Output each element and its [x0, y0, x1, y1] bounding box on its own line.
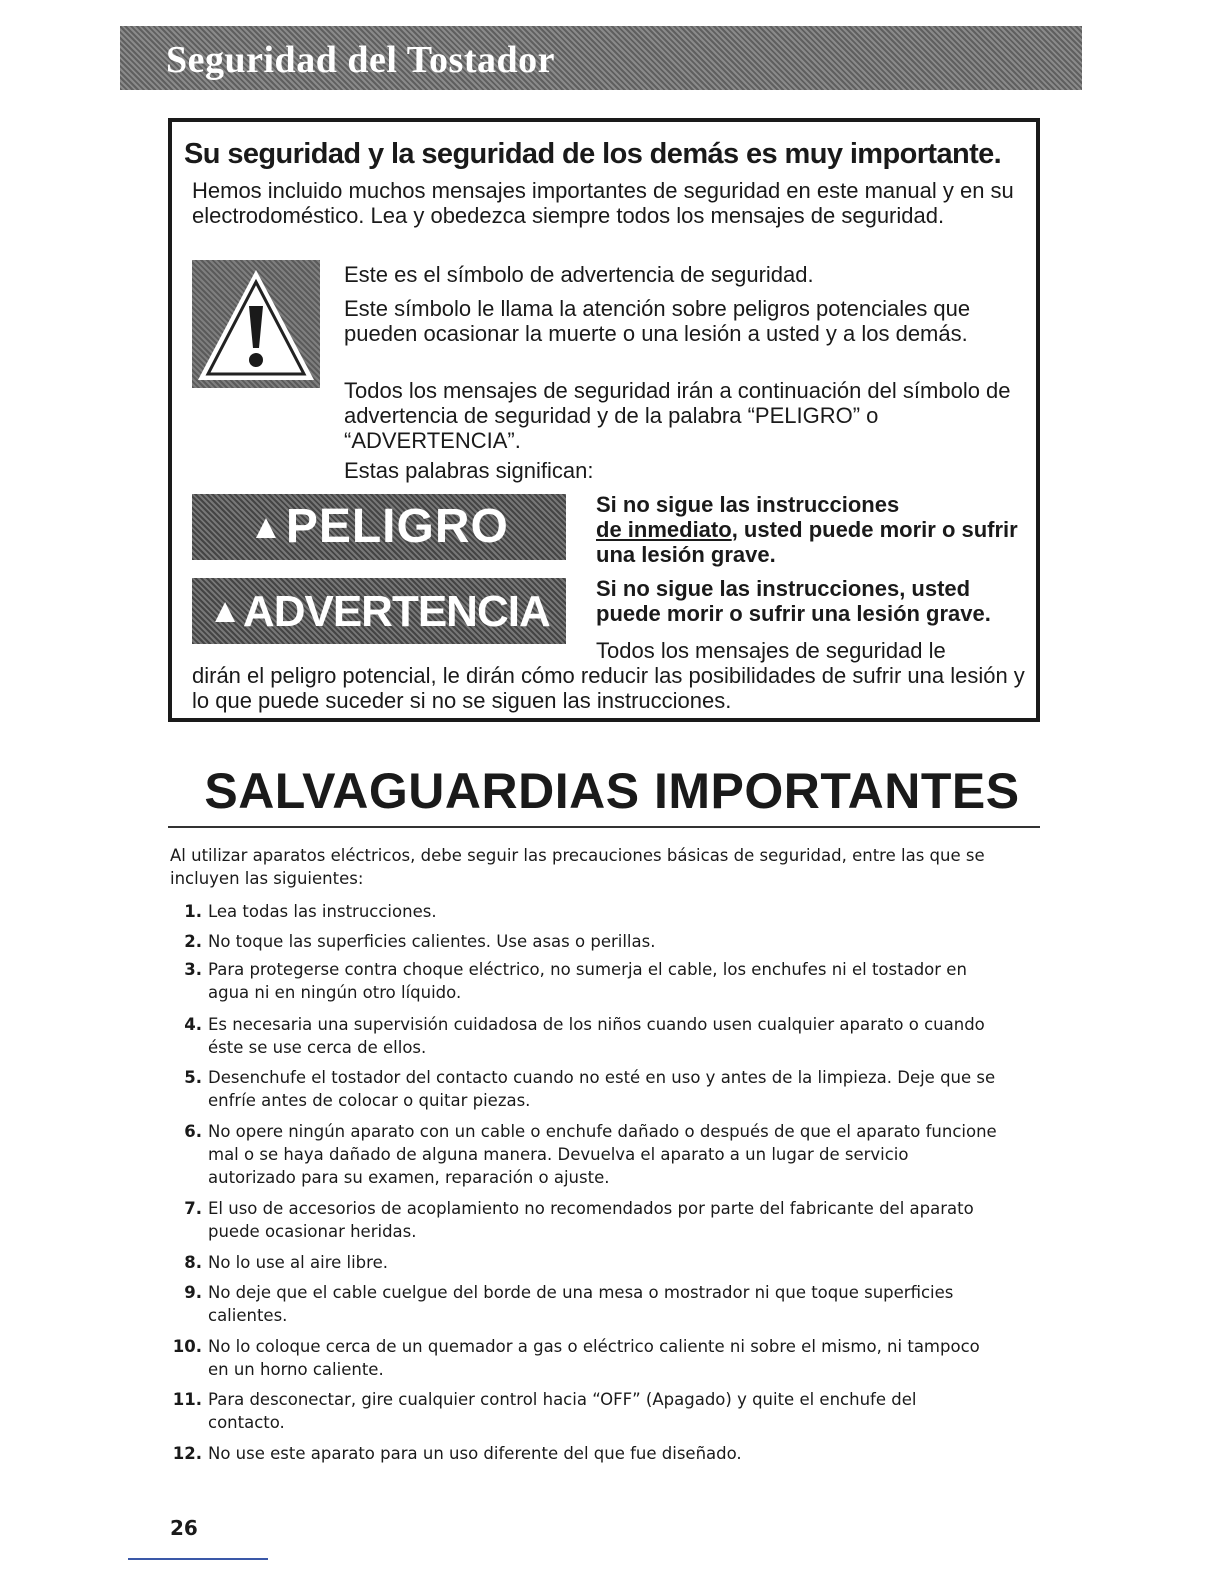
symbol-description: Este es el símbolo de advertencia de seguridad. — [344, 262, 814, 287]
item-text: Es necesaria una supervisión cuidadosa de los niños cuando usen cualquier aparato o cuando éste se use cerca de ellos. — [208, 1015, 985, 1057]
safeguards-preamble: Al utilizar aparatos eléctricos, debe seguir las precauciones básicas de seguridad, entre las que se incluyen las siguientes: — [170, 846, 985, 888]
item-text: No toque las superficies calientes. Use asas o perillas. — [208, 932, 656, 951]
peligro-def-part2: , usted puede morir o sufrir una lesión grave. — [596, 517, 1018, 567]
item-number: 4. — [184, 1015, 202, 1034]
peligro-def-underlined: de inmediato — [596, 517, 732, 542]
symbol-meaning: Este símbolo le llama la atención sobre peligros potenciales que pueden ocasionar la muerte o una lesión a usted y a los demás. — [344, 296, 971, 346]
item-text: El uso de accesorios de acoplamiento no recomendados por parte del fabricante del aparato puede ocasionar heridas. — [208, 1199, 974, 1241]
peligro-definition — [596, 492, 1026, 567]
peligro-def-part1: Si no sigue las instrucciones — [596, 492, 900, 517]
advertencia-label — [192, 578, 566, 644]
safety-alert-triangle-icon — [192, 260, 320, 388]
item-text: No opere ningún aparato con un cable o enchufe dañado o después de que el aparato funcione mal o se haya dañado de alguna manera. Devuelva el aparato a un lugar de servicio autorizado para su examen, reparación o ajuste. — [208, 1122, 997, 1187]
section-title: Seguridad del Tostador — [166, 39, 555, 81]
footer-line — [128, 1558, 268, 1560]
peligro-label — [192, 494, 566, 560]
signal-word-explanation: Todos los mensajes de seguridad irán a continuación del símbolo de advertencia de seguridad y de la palabra “PELIGRO” o “ADVERTENCIA”. — [344, 378, 1011, 453]
safety-intro: Hemos incluido muchos mensajes importantes de seguridad en este manual y en su electrodoméstico. Lea y obedezca siempre todos los mensajes de seguridad. — [192, 178, 1014, 228]
advertencia-label-text: ADVERTENCIA — [242, 587, 550, 636]
item-text: Para desconectar, gire cualquier control hacia “OFF” (Apagado) y quite el enchufe del contacto. — [208, 1390, 917, 1432]
item-number: 2. — [184, 932, 202, 951]
title-divider — [168, 826, 1040, 828]
item-number: 5. — [184, 1068, 202, 1087]
item-text: Para protegerse contra choque eléctrico, no sumerja el cable, los enchufes ni el tostador en agua ni en ningún otro líquido. — [208, 960, 967, 1002]
item-text: Desenchufe el tostador del contacto cuando no esté en uso y antes de la limpieza. Deje que se enfríe antes de colocar o quitar piezas. — [208, 1068, 996, 1110]
peligro-label-text: PELIGRO — [285, 500, 509, 553]
section-banner — [120, 26, 1082, 90]
words-meaning-intro: Estas palabras significan: — [344, 458, 594, 483]
advertencia-definition: Si no sigue las instrucciones, usted puede morir o sufrir una lesión grave. — [596, 576, 991, 626]
safeguards-title: SALVAGUARDIAS IMPORTANTES — [204, 763, 1020, 819]
item-text: No lo use al aire libre. — [208, 1253, 388, 1272]
item-number: 8. — [184, 1253, 202, 1272]
warning-triangle-icon: ▲ — [208, 592, 241, 630]
warning-triangle-icon: ▲ — [249, 508, 284, 546]
item-text: No deje que el cable cuelgue del borde de una mesa o mostrador ni que toque superficies calientes. — [208, 1283, 954, 1325]
item-text: No use este aparato para un uso diferente del que fue diseñado. — [208, 1444, 742, 1463]
safety-outro: dirán el peligro potencial, le dirán cómo reducir las posibilidades de sufrir una lesión y lo que puede suceder si no se siguen las instrucciones. — [192, 663, 1025, 713]
item-number: 10. — [172, 1337, 202, 1356]
item-number: 11. — [172, 1390, 202, 1409]
safety-heading: Su seguridad y la seguridad de los demás es muy importante. — [184, 138, 1002, 170]
safety-message-box — [168, 118, 1040, 722]
item-number: 9. — [184, 1283, 202, 1302]
item-number: 1. — [184, 902, 202, 921]
item-text: No lo coloque cerca de un quemador a gas o eléctrico caliente ni sobre el mismo, ni tampoco en un horno caliente. — [208, 1337, 980, 1379]
item-number: 12. — [172, 1444, 202, 1463]
page-number: 26 — [170, 1516, 198, 1540]
item-number: 6. — [184, 1122, 202, 1141]
item-text: Lea todas las instrucciones. — [208, 902, 437, 921]
item-number: 7. — [184, 1199, 202, 1218]
safety-outro-start: Todos los mensajes de seguridad le — [596, 638, 946, 663]
item-number: 3. — [184, 960, 202, 979]
